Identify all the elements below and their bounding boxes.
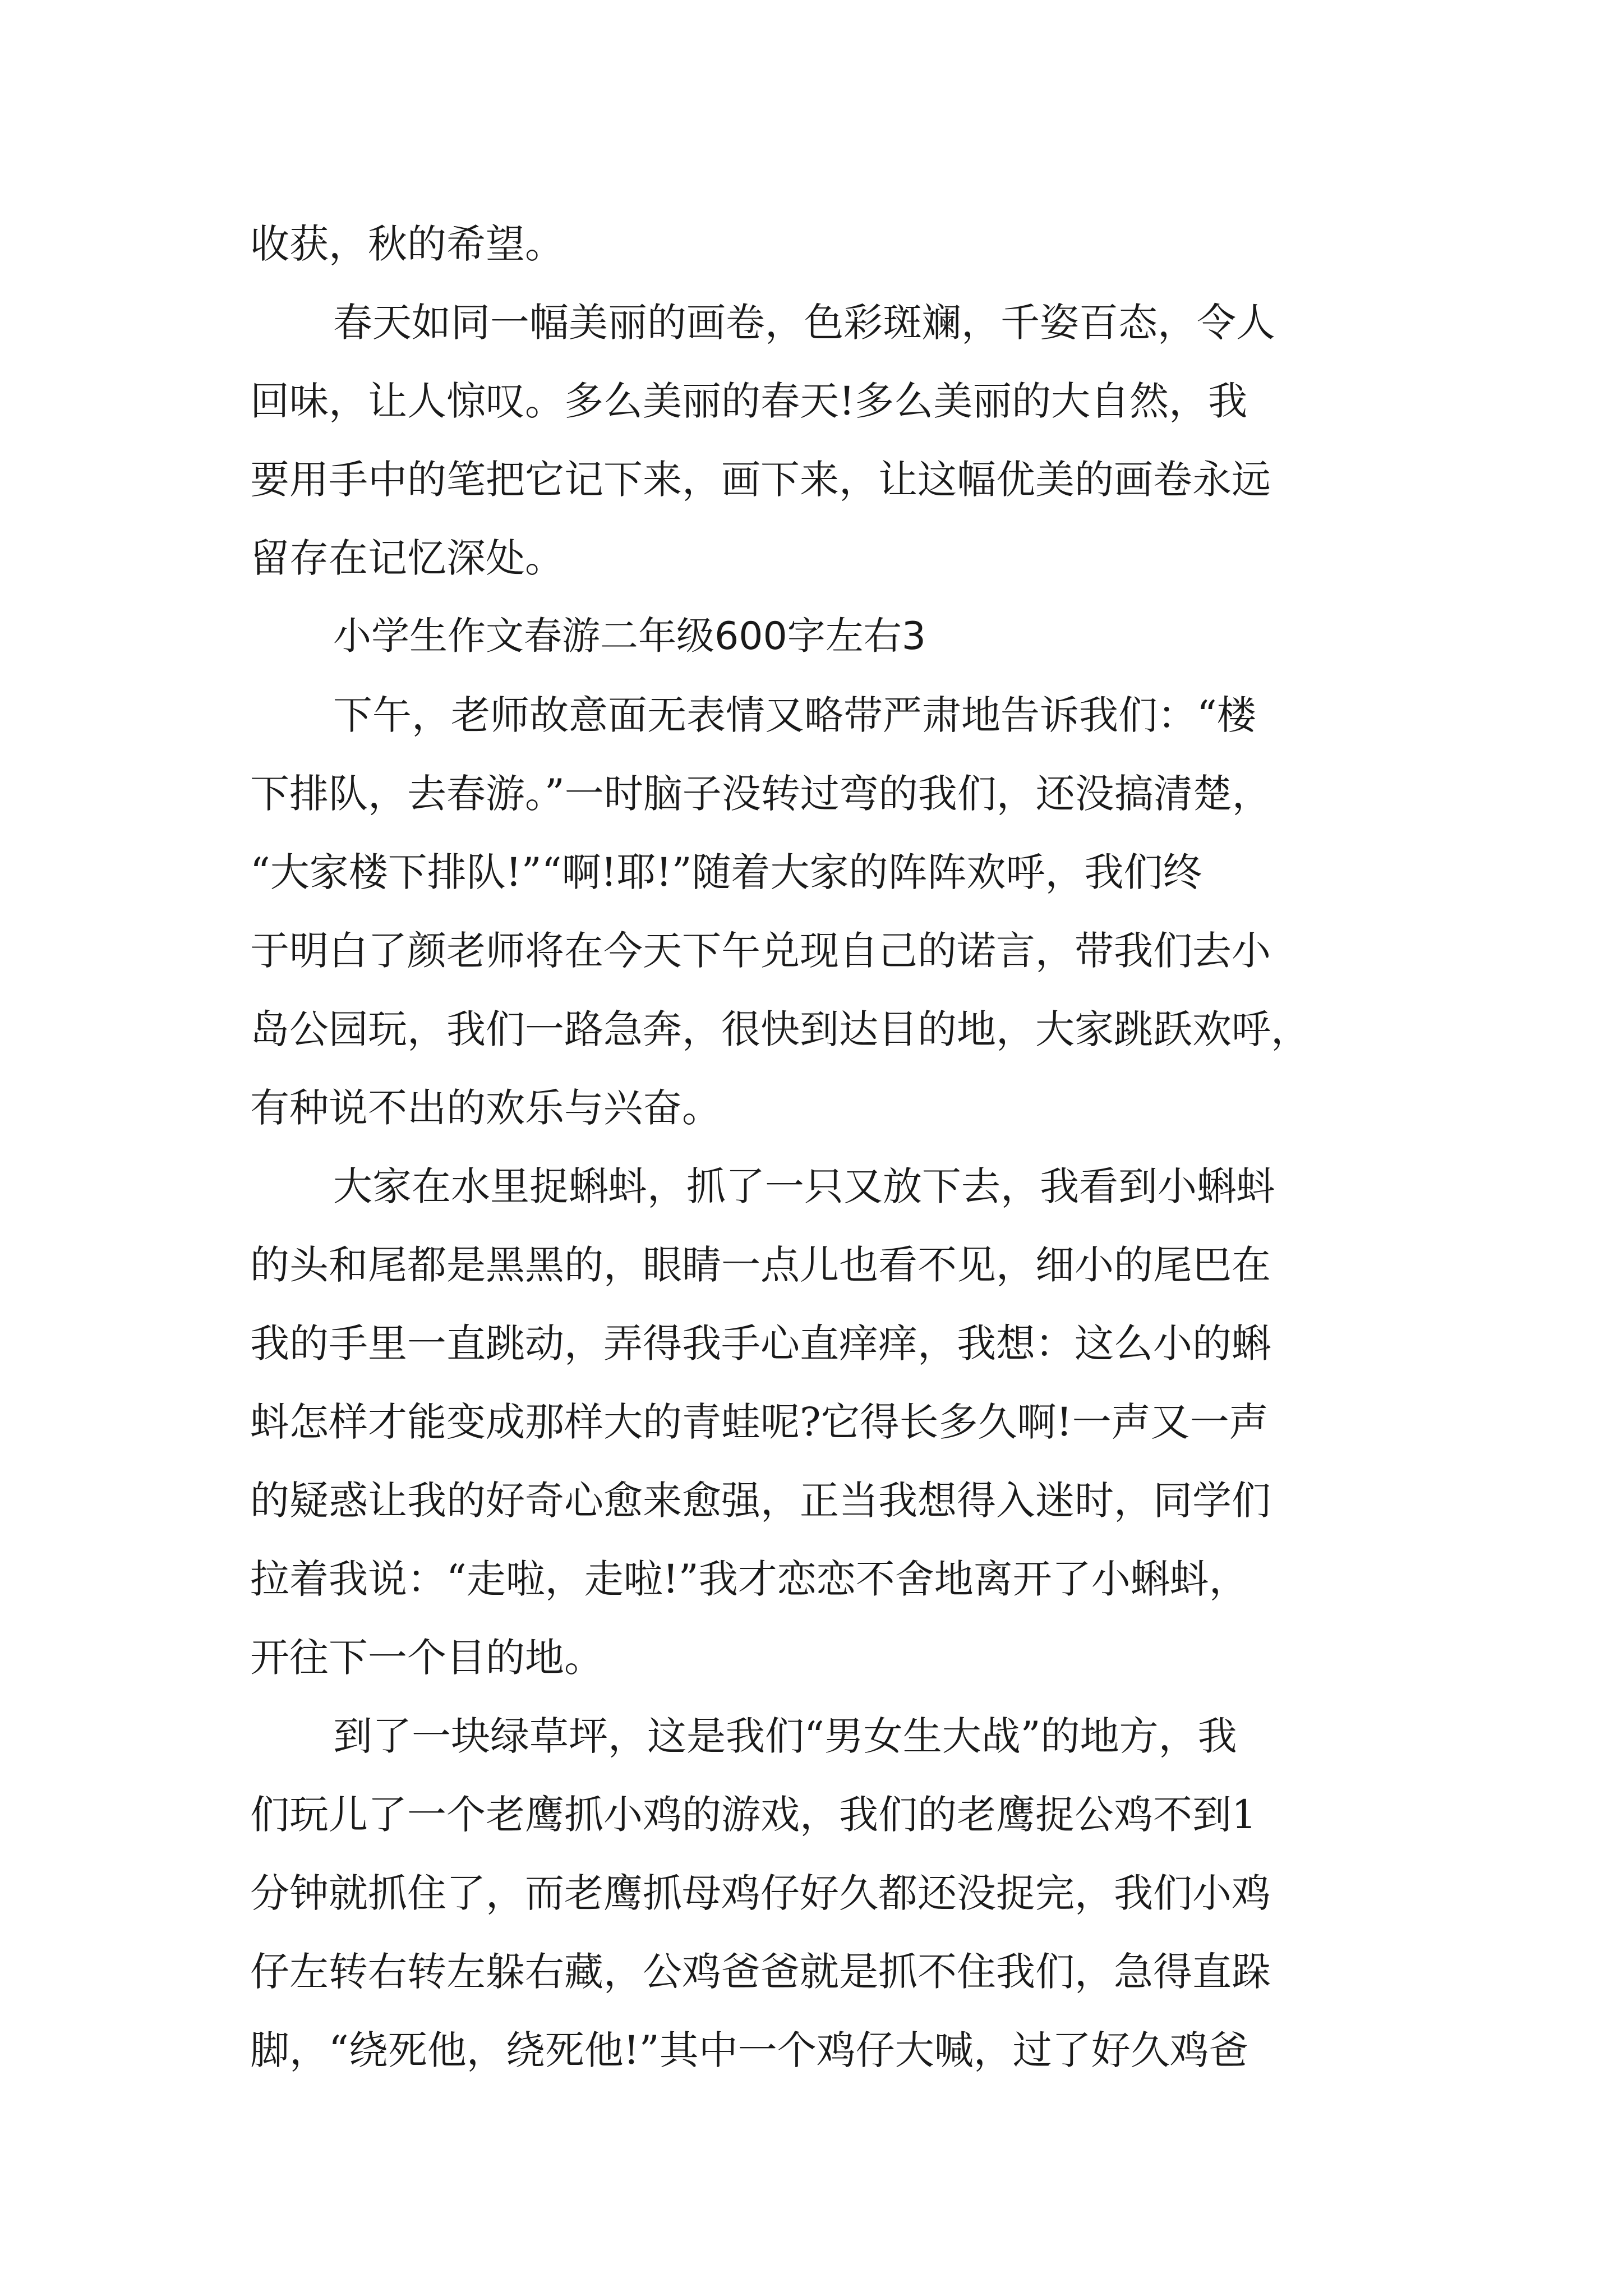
text-line: 有种说不出的欢乐与兴奋。 <box>250 1085 721 1131</box>
text-line: 脚，“绕死他，绕死他!”其中一个鸡仔大喊，过了好久鸡爸 <box>250 2027 1248 2073</box>
text-line: 们玩儿了一个老鹰抓小鸡的游戏，我们的老鹰捉公鸡不到1 <box>250 1792 1257 1838</box>
text-line: 下排队，去春游。”一时脑子没转过弯的我们，还没搞清楚， <box>250 771 1271 817</box>
text-line: 要用手中的笔把它记下来，画下来，让这幅优美的画卷永远 <box>250 457 1271 503</box>
paragraph-line: 到了一块绿草坪，这是我们“男女生大战”的地方，我 <box>333 1713 1237 1759</box>
section-heading: 小学生作文春游二年级600字左右3 <box>333 614 926 659</box>
text-line: 于明白了颜老师将在今天下午兑现自己的诺言，带我们去小 <box>250 928 1271 974</box>
text-line: 收获，秋的希望。 <box>250 221 564 267</box>
text-line: 回味，让人惊叹。多么美丽的春天!多么美丽的大自然，我 <box>250 378 1248 424</box>
paragraph-line: 大家在水里捉蝌蚪，抓了一只又放下去，我看到小蝌蚪 <box>333 1163 1275 1209</box>
paragraph-line: 下午，老师故意面无表情又略带严肃地告诉我们：“楼 <box>333 692 1256 738</box>
text-line: 的头和尾都是黑黑的，眼睛一点儿也看不见，细小的尾巴在 <box>250 1242 1271 1288</box>
text-line: 开往下一个目的地。 <box>250 1635 603 1681</box>
text-line: 的疑惑让我的好奇心愈来愈强，正当我想得入迷时，同学们 <box>250 1478 1271 1524</box>
text-line: 拉着我说：“走啦，走啦!”我才恋恋不舍地离开了小蝌蚪， <box>250 1556 1248 1602</box>
text-line: 分钟就抓住了，而老鹰抓母鸡仔好久都还没捉完，我们小鸡 <box>250 1870 1271 1916</box>
paragraph-line: 春天如同一幅美丽的画卷，色彩斑斓，千姿百态，令人 <box>333 300 1275 346</box>
text-line: 蚪怎样才能变成那样大的青蛙呢?它得长多久啊!一声又一声 <box>250 1399 1269 1445</box>
text-line: 岛公园玩，我们一路急奔，很快到达目的地，大家跳跃欢呼， <box>250 1006 1310 1052</box>
text-line: 我的手里一直跳动，弄得我手心直痒痒，我想：这么小的蝌 <box>250 1320 1271 1366</box>
text-line: 仔左转右转左躲右藏，公鸡爸爸就是抓不住我们，急得直跺 <box>250 1949 1271 1995</box>
text-line: 留存在记忆深处。 <box>250 535 564 581</box>
text-line: “大家楼下排队!”“啊!耶!”随着大家的阵阵欢呼，我们终 <box>250 849 1202 895</box>
